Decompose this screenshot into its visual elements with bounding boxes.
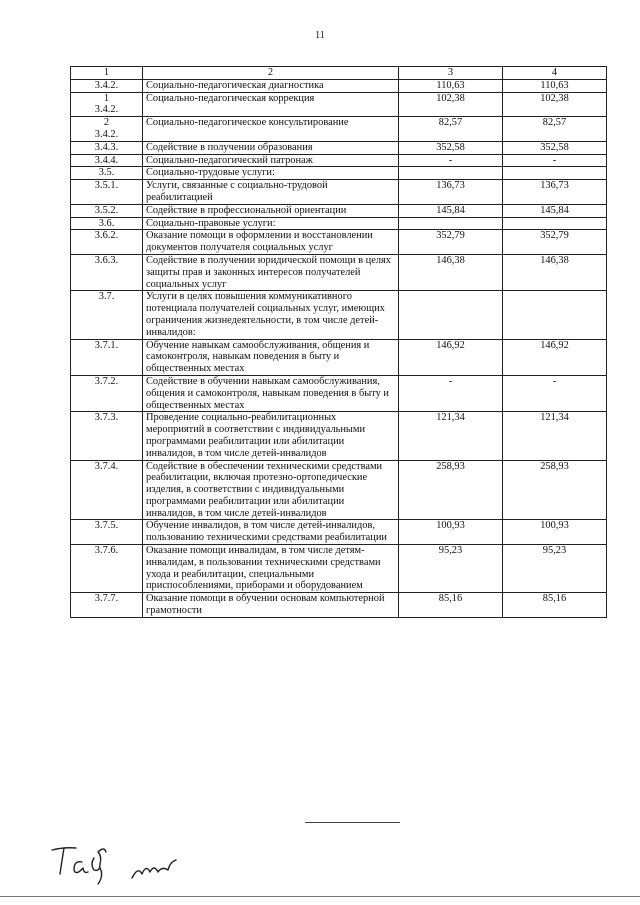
row-code-cell: 3.7.6. — [71, 545, 143, 593]
row-code-cell: 3.7.5. — [71, 520, 143, 545]
row-value-col4-cell: 82,57 — [503, 117, 607, 142]
row-code-cell: 1 3.4.2. — [71, 92, 143, 117]
row-value-col3-cell: 85,16 — [399, 593, 503, 618]
table-row — [71, 141, 607, 154]
header-cell-3: 3 — [399, 67, 503, 80]
row-value-col3-cell: 102,38 — [399, 92, 503, 117]
row-value-col3-cell: 110,63 — [399, 79, 503, 92]
row-name-cell: Социально-педагогическая коррекция — [143, 92, 399, 117]
row-value-col3-cell: 146,38 — [399, 254, 503, 290]
row-value-col4-cell: 146,38 — [503, 254, 607, 290]
row-code-cell: 3.5.2. — [71, 204, 143, 217]
row-code-cell: 3.4.3. — [71, 141, 143, 154]
table-row — [71, 520, 607, 545]
table-row — [71, 92, 607, 117]
divider-line — [305, 822, 400, 823]
row-code-cell: 3.7.2. — [71, 375, 143, 411]
table-row — [71, 230, 607, 255]
table-row — [71, 375, 607, 411]
row-value-col4-cell: 85,16 — [503, 593, 607, 618]
row-name-cell: Содействие в обеспечении техническими средствами реабилитации, включая протезно-ортопедические изделия, в соответствии с индивидуальными программами реабилитации или абилитации инвалидов, в том числе детей-инвалидов — [143, 460, 399, 520]
header-cell-4: 4 — [503, 67, 607, 80]
row-value-col4-cell: 95,23 — [503, 545, 607, 593]
row-code-cell: 3.7.3. — [71, 412, 143, 460]
header-cell-1: 1 — [71, 67, 143, 80]
table-body — [71, 67, 607, 618]
row-code-cell: 3.5. — [71, 167, 143, 180]
table-row — [71, 593, 607, 618]
table-row — [71, 412, 607, 460]
row-name-cell: Социально-трудовые услуги: — [143, 167, 399, 180]
row-name-cell: Обучение инвалидов, в том числе детей-инвалидов, пользованию техническими средствами реабилитации — [143, 520, 399, 545]
table-row — [71, 204, 607, 217]
table-row — [71, 545, 607, 593]
row-code-cell: 3.4.4. — [71, 154, 143, 167]
row-value-col3-cell: 352,58 — [399, 141, 503, 154]
row-name-cell: Содействие в получении юридической помощи в целях защиты прав и законных интересов получателей социальных услуг — [143, 254, 399, 290]
row-code-cell: 3.6.3. — [71, 254, 143, 290]
row-name-cell: Содействие в обучении навыкам самообслуживания, общения и самоконтроля, навыкам поведения в быту и общественных местах — [143, 375, 399, 411]
row-value-col3-cell — [399, 217, 503, 230]
row-value-col3-cell: 121,34 — [399, 412, 503, 460]
row-value-col4-cell — [503, 167, 607, 180]
row-code-cell: 3.7.4. — [71, 460, 143, 520]
table-row — [71, 339, 607, 375]
row-value-col4-cell: 145,84 — [503, 204, 607, 217]
row-value-col3-cell — [399, 291, 503, 339]
table-header-row — [71, 67, 607, 80]
row-value-col3-cell: 352,79 — [399, 230, 503, 255]
row-name-cell: Социально-правовые услуги: — [143, 217, 399, 230]
services-table — [70, 66, 607, 618]
row-code-cell: 3.6.2. — [71, 230, 143, 255]
row-name-cell: Оказание помощи в оформлении и восстановлении документов получателя социальных услуг — [143, 230, 399, 255]
row-name-cell: Социально-педагогическое консультирование — [143, 117, 399, 142]
row-code-cell: 2 3.4.2. — [71, 117, 143, 142]
row-value-col3-cell: 100,93 — [399, 520, 503, 545]
row-name-cell: Проведение социально-реабилитационных мероприятий в соответствии с индивидуальными программами реабилитации или абилитации инвалидов, в том числе детей-инвалидов — [143, 412, 399, 460]
row-name-cell: Социально-педагогическая диагностика — [143, 79, 399, 92]
row-name-cell: Оказание помощи в обучении основам компьютерной грамотности — [143, 593, 399, 618]
row-name-cell: Содействие в профессиональной ориентации — [143, 204, 399, 217]
row-value-col4-cell: 352,58 — [503, 141, 607, 154]
row-value-col3-cell: 95,23 — [399, 545, 503, 593]
row-value-col3-cell: 258,93 — [399, 460, 503, 520]
row-value-col4-cell: - — [503, 154, 607, 167]
row-name-cell: Оказание помощи инвалидам, в том числе детям-инвалидам, в пользовании техническими средствами ухода и реабилитации, специальными приспособлениями, приборами и оборудованием — [143, 545, 399, 593]
header-cell-2: 2 — [143, 67, 399, 80]
row-value-col3-cell: 82,57 — [399, 117, 503, 142]
table-row — [71, 167, 607, 180]
row-name-cell: Обучение навыкам самообслуживания, общения и самоконтроля, навыкам поведения в быту и общественных местах — [143, 339, 399, 375]
row-code-cell: 3.6. — [71, 217, 143, 230]
table-row — [71, 154, 607, 167]
row-value-col3-cell: 136,73 — [399, 180, 503, 205]
row-value-col4-cell — [503, 291, 607, 339]
page-bottom-line — [0, 896, 640, 897]
row-value-col3-cell: - — [399, 154, 503, 167]
row-code-cell: 3.7.7. — [71, 593, 143, 618]
row-value-col4-cell: 146,92 — [503, 339, 607, 375]
row-value-col4-cell — [503, 217, 607, 230]
row-value-col4-cell: 258,93 — [503, 460, 607, 520]
row-code-cell: 3.7.1. — [71, 339, 143, 375]
table-row — [71, 254, 607, 290]
handwritten-signature — [50, 838, 210, 890]
table-row — [71, 180, 607, 205]
row-name-cell: Содействие в получении образования — [143, 141, 399, 154]
row-code-cell: 3.4.2. — [71, 79, 143, 92]
row-value-col3-cell: - — [399, 375, 503, 411]
row-value-col4-cell: 100,93 — [503, 520, 607, 545]
row-value-col4-cell: - — [503, 375, 607, 411]
row-value-col3-cell — [399, 167, 503, 180]
row-name-cell: Услуги в целях повышения коммуникативного потенциала получателей социальных услуг, имеющих ограничения жизнедеятельности, в том числе детей-инвалидов: — [143, 291, 399, 339]
row-value-col4-cell: 352,79 — [503, 230, 607, 255]
row-code-cell: 3.5.1. — [71, 180, 143, 205]
table-row — [71, 117, 607, 142]
page-number: 11 — [315, 30, 325, 41]
row-value-col4-cell: 136,73 — [503, 180, 607, 205]
row-value-col4-cell: 110,63 — [503, 79, 607, 92]
row-value-col3-cell: 145,84 — [399, 204, 503, 217]
table-row — [71, 460, 607, 520]
row-value-col4-cell: 121,34 — [503, 412, 607, 460]
row-name-cell: Социально-педагогический патронаж — [143, 154, 399, 167]
table-row — [71, 79, 607, 92]
table-row — [71, 291, 607, 339]
row-code-cell: 3.7. — [71, 291, 143, 339]
table-row — [71, 217, 607, 230]
row-value-col4-cell: 102,38 — [503, 92, 607, 117]
row-value-col3-cell: 146,92 — [399, 339, 503, 375]
row-name-cell: Услуги, связанные с социально-трудовой реабилитацией — [143, 180, 399, 205]
